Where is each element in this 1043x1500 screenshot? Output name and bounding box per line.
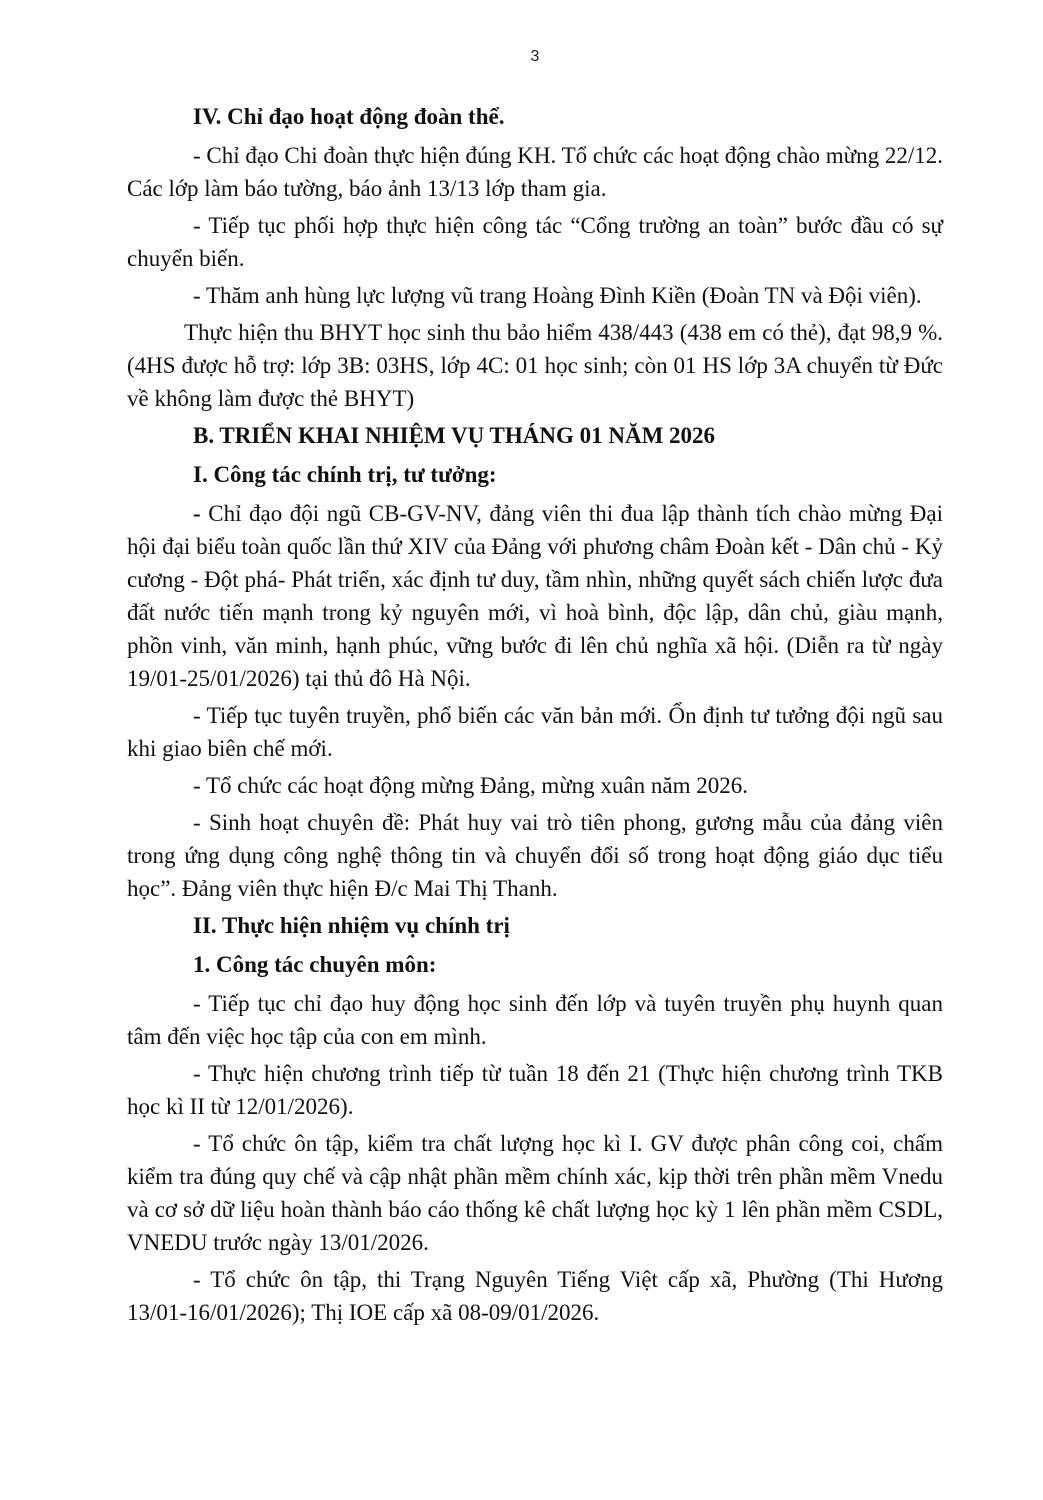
part-i-item-congress-emulation (127, 497, 943, 695)
part-i-item-propaganda: - Tiếp tục tuyên truyền, phổ biến các văn bản mới. Ổn định tư tưởng đội ngũ sau khi giao biên chế mới. (127, 703, 943, 761)
section-iv-item-union-activities: - Chỉ đạo Chi đoàn thực hiện đúng KH. Tổ chức các hoạt động chào mừng 22/12. Các lớp làm báo tường, báo ảnh 13/13 lớp tham gia. (127, 143, 943, 201)
subsection-1-item-mobilize-students: - Tiếp tục chỉ đạo huy động học sinh đến lớp và tuyên truyền phụ huynh quan tâm đến việc học tập của con em mình. (127, 991, 943, 1049)
document-body (127, 100, 943, 1333)
subsection-1-item-competitions: - Tổ chức ôn tập, thi Trạng Nguyên Tiếng Việt cấp xã, Phường (Thi Hương 13/01-16/01/2026); Thị IOE cấp xã 08-09/01/2026. (127, 1267, 943, 1325)
page-number: 3 (530, 48, 540, 65)
subsection-1-item-semester-exam: - Tổ chức ôn tập, kiểm tra chất lượng học kì I. GV được phân công coi, chấm kiểm tra đúng quy chế và cập nhật phần mềm chính xác, kịp thời trên phần mềm Vnedu và cơ sở dữ liệu hoàn thành báo cáo thống kê chất lượng học kỳ 1 lên phần mềm CSDL, VNEDU trước ngày 13/01/2026. (127, 1131, 943, 1255)
bold-dash: - (193, 501, 201, 526)
part-i-item-celebrations: - Tổ chức các hoạt động mừng Đảng, mừng xuân năm 2026. (193, 773, 748, 798)
subsection-1-heading: 1. Công tác chuyên môn: (193, 952, 437, 977)
section-iv-heading: IV. Chỉ đạo hoạt động đoàn thể. (193, 104, 505, 129)
part-i-heading: I. Công tác chính trị, tư tưởng: (193, 462, 497, 487)
bhyt-paragraph: Thực hiện thu BHYT học sinh thu bảo hiểm 438/443 (438 em có thẻ), đạt 98,9 %.(4HS được hỗ trợ: lớp 3B: 03HS, lớp 4C: 01 học sinh; còn 01 HS lớp 3A chuyển từ Đức về không làm được thẻ BHYT) (127, 320, 943, 411)
part-i-item-congress-text: Chỉ đạo đội ngũ CB-GV-NV, đảng viên thi đua lập thành tích chào mừng Đại hội đại biểu toàn quốc lần thứ XIV của Đảng với phương châm Đoàn kết - Dân chủ - Kỷ cương - Đột phá- Phát triển, xác định tư duy, tầm nhìn, những quyết sách chiến lược đưa đất nước tiến mạnh trong kỷ nguyên mới, vì hoà bình, độc lập, dân chủ, giàu mạnh, phồn vinh, văn minh, hạnh phúc, vững bước đi lên chủ nghĩa xã hội. (Diễn ra từ ngày 19/01-25/01/2026) tại thủ đô Hà Nội. (127, 501, 943, 691)
section-iv-item-hero-visit: - Thăm anh hùng lực lượng vũ trang Hoàng Đình Kiền (Đoàn TN và Đội viên). (193, 283, 922, 308)
section-iv-item-safe-school-gate: - Tiếp tục phối hợp thực hiện công tác “Cổng trường an toàn” bước đầu có sự chuyển biến. (127, 213, 943, 271)
part-i-item-thematic-session: - Sinh hoạt chuyên đề: Phát huy vai trò tiên phong, gương mẫu của đảng viên trong ứng dụng công nghệ thông tin và chuyển đổi số trong hoạt động giáo dục tiểu học”. Đảng viên thực hiện Đ/c Mai Thị Thanh. (127, 810, 943, 901)
subsection-1-item-curriculum: - Thực hiện chương trình tiếp từ tuần 18 đến 21 (Thực hiện chương trình TKB học kì II từ 12/01/2026). (127, 1061, 943, 1119)
part-ii-heading: II. Thực hiện nhiệm vụ chính trị (193, 913, 510, 938)
section-b-heading: B. TRIỂN KHAI NHIỆM VỤ THÁNG 01 NĂM 2026 (193, 423, 716, 448)
